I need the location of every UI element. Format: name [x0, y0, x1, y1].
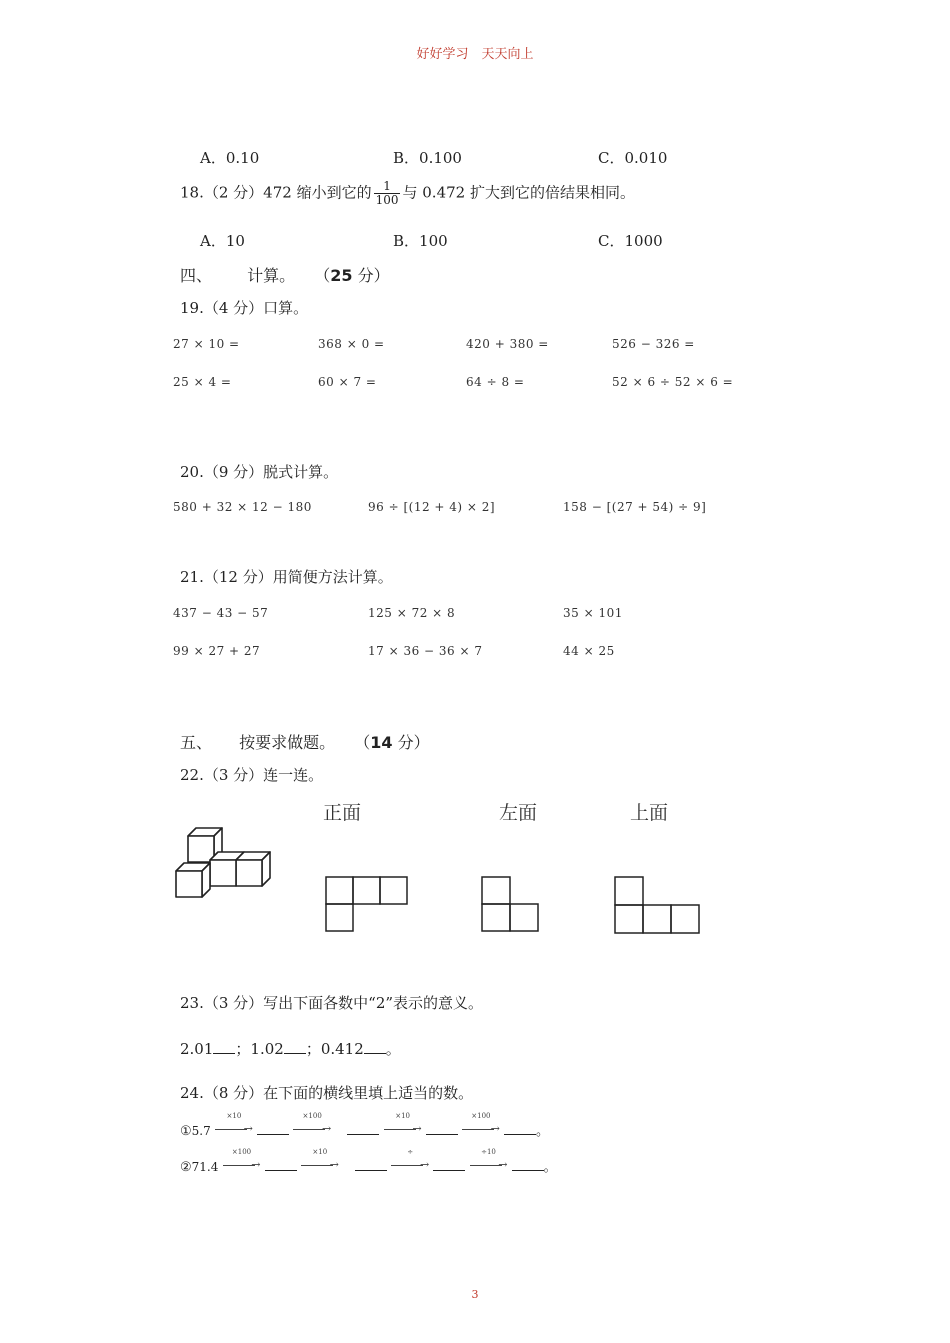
q21-expr-3: 35 × 101: [563, 606, 623, 620]
arrow-head-icon: →: [251, 1158, 261, 1171]
q24-row2-marker: ②: [180, 1160, 192, 1175]
arrow-head-icon: →: [420, 1158, 430, 1171]
question-20-title: 20.（9 分）脱式计算。: [180, 463, 339, 481]
question-22-title: 22.（3 分）连一连。: [180, 766, 324, 784]
top-view-grid: [613, 876, 703, 934]
q24-row2-arrow-2: [301, 1148, 339, 1171]
left-view-grid: [481, 876, 541, 934]
front-view-grid: [325, 876, 409, 934]
op-label: ×100: [231, 1148, 252, 1156]
cube-solid-figure: [174, 826, 274, 901]
arrow-head-icon: →: [498, 1158, 508, 1171]
arrow-head-icon: →: [329, 1158, 339, 1171]
q17-option-a: A．0.10: [200, 149, 260, 167]
q23-end: 。: [385, 1040, 401, 1058]
question-24-title: 24.（8 分）在下面的横线里填上适当的数。: [180, 1084, 474, 1102]
op-label: ×10: [395, 1112, 410, 1120]
view-label-front: 正面: [323, 802, 362, 824]
q23-blank-1[interactable]: [213, 1039, 235, 1054]
q19-expr-4: 526 − 326 =: [612, 337, 695, 351]
question-19-title: 19.（4 分）口算。: [180, 299, 309, 317]
q24-row1-blank-1[interactable]: [257, 1120, 289, 1135]
q24-row1-arrow-3: [384, 1112, 422, 1135]
arrow-head-icon: →: [412, 1122, 422, 1135]
q24-row1-arrow-4: [462, 1112, 500, 1135]
question-21-title: 21.（12 分）用简便方法计算。: [180, 568, 393, 586]
q19-expr-2: 368 × 0 =: [318, 337, 385, 351]
q24-row1-arrow-1: [215, 1112, 253, 1135]
q24-row1-start: 5.7: [191, 1124, 211, 1138]
q24-row2-blank-1[interactable]: [265, 1156, 297, 1171]
q18-frac-num: 1: [374, 180, 401, 194]
q18-fraction: [374, 180, 401, 207]
section-4-score-value: 25: [330, 266, 353, 285]
page-header: 好好学习 天天向上: [416, 47, 534, 62]
arrow-head-icon: →: [243, 1122, 253, 1135]
q23-answer-line: [180, 1038, 401, 1059]
q23-blank-2[interactable]: [284, 1039, 306, 1054]
q18-option-b: B．100: [393, 232, 448, 250]
section-5-score-end: 分）: [397, 733, 430, 752]
q19-expr-8: 52 × 6 ÷ 52 × 6 =: [612, 375, 734, 389]
op-label: ÷: [407, 1148, 414, 1156]
q24-row2-start: 71.4: [191, 1160, 219, 1174]
q23-item-2: ；1.02: [235, 1040, 284, 1058]
q21-expr-1: 437 − 43 − 57: [173, 606, 269, 620]
q17-option-c: C．0.010: [598, 149, 668, 167]
q24-row1-end: 。: [536, 1124, 550, 1139]
section-5-score-value: 14: [370, 733, 393, 752]
q23-item-1: 2.01: [180, 1040, 214, 1058]
q24-row-2: [180, 1148, 557, 1175]
question-18: [180, 180, 635, 207]
section-5-heading: [180, 730, 430, 753]
q24-row2-arrow-3: [391, 1148, 430, 1171]
q19-expr-3: 420 + 380 =: [466, 337, 549, 351]
q24-row1-blank-4[interactable]: [504, 1120, 536, 1135]
q24-row2-arrow-4: [470, 1148, 508, 1171]
q18-option-c: C．1000: [598, 232, 663, 250]
op-label: ×100: [471, 1112, 491, 1120]
q24-row2-blank-3[interactable]: [433, 1156, 465, 1171]
q23-item-3: ；0.412: [305, 1040, 364, 1058]
op-label: ÷10: [481, 1148, 496, 1156]
q19-expr-1: 27 × 10 =: [173, 337, 240, 351]
view-label-top: 上面: [630, 802, 669, 824]
op-label: ×100: [302, 1112, 322, 1120]
q24-row-1: [180, 1112, 550, 1139]
section-5-num: 五、: [180, 733, 213, 752]
q18-option-a: A．10: [200, 232, 245, 250]
q24-row2-blank-2[interactable]: [355, 1156, 387, 1171]
section-5-score-open: （: [354, 733, 371, 752]
q24-row1-blank-3[interactable]: [426, 1120, 458, 1135]
q17-option-b: B．0.100: [393, 149, 462, 167]
page-number: 3: [471, 1288, 479, 1301]
q24-row2-end: 。: [543, 1160, 557, 1175]
q21-expr-6: 44 × 25: [563, 644, 615, 658]
q24-row1-blank-2[interactable]: [347, 1120, 379, 1135]
q24-row1-marker: ①: [180, 1124, 192, 1139]
q18-prefix: 18.（2 分）472 缩小到它的: [180, 183, 372, 202]
op-label: ×10: [226, 1112, 242, 1120]
q21-expr-5: 17 × 36 − 36 × 7: [368, 644, 483, 658]
arrow-head-icon: →: [321, 1122, 332, 1135]
q18-frac-den: 100: [375, 193, 399, 207]
q24-row2-blank-4[interactable]: [512, 1156, 544, 1171]
op-label: ×10: [312, 1148, 328, 1156]
q24-row1-arrow-2: [293, 1112, 332, 1135]
q20-expr-1: 580 + 32 × 12 − 180: [173, 500, 312, 514]
section-4-heading: [180, 263, 390, 286]
arrow-head-icon: →: [490, 1122, 500, 1135]
question-23-title: 23.（3 分）写出下面各数中“2”表示的意义。: [180, 994, 484, 1012]
q19-expr-7: 64 ÷ 8 =: [466, 375, 525, 389]
section-4-score-end: 分）: [357, 266, 390, 285]
q23-blank-3[interactable]: [364, 1039, 386, 1054]
section-5-title: 按要求做题。: [239, 733, 336, 752]
q20-expr-3: 158 − [(27 + 54) ÷ 9]: [563, 500, 707, 514]
q21-expr-2: 125 × 72 × 8: [368, 606, 456, 620]
section-4-title: 计算。: [247, 266, 296, 285]
q19-expr-6: 60 × 7 =: [318, 375, 377, 389]
q19-expr-5: 25 × 4 =: [173, 375, 232, 389]
view-label-left: 左面: [499, 802, 538, 824]
q21-expr-4: 99 × 27 + 27: [173, 644, 261, 658]
q24-row2-arrow-1: [223, 1148, 261, 1171]
section-4-score-open: （: [314, 266, 331, 285]
q18-suffix: 与 0.472 扩大到它的倍结果相同。: [402, 183, 635, 202]
q20-expr-2: 96 ÷ [(12 + 4) × 2]: [368, 500, 496, 514]
section-4-num: 四、: [180, 266, 213, 285]
